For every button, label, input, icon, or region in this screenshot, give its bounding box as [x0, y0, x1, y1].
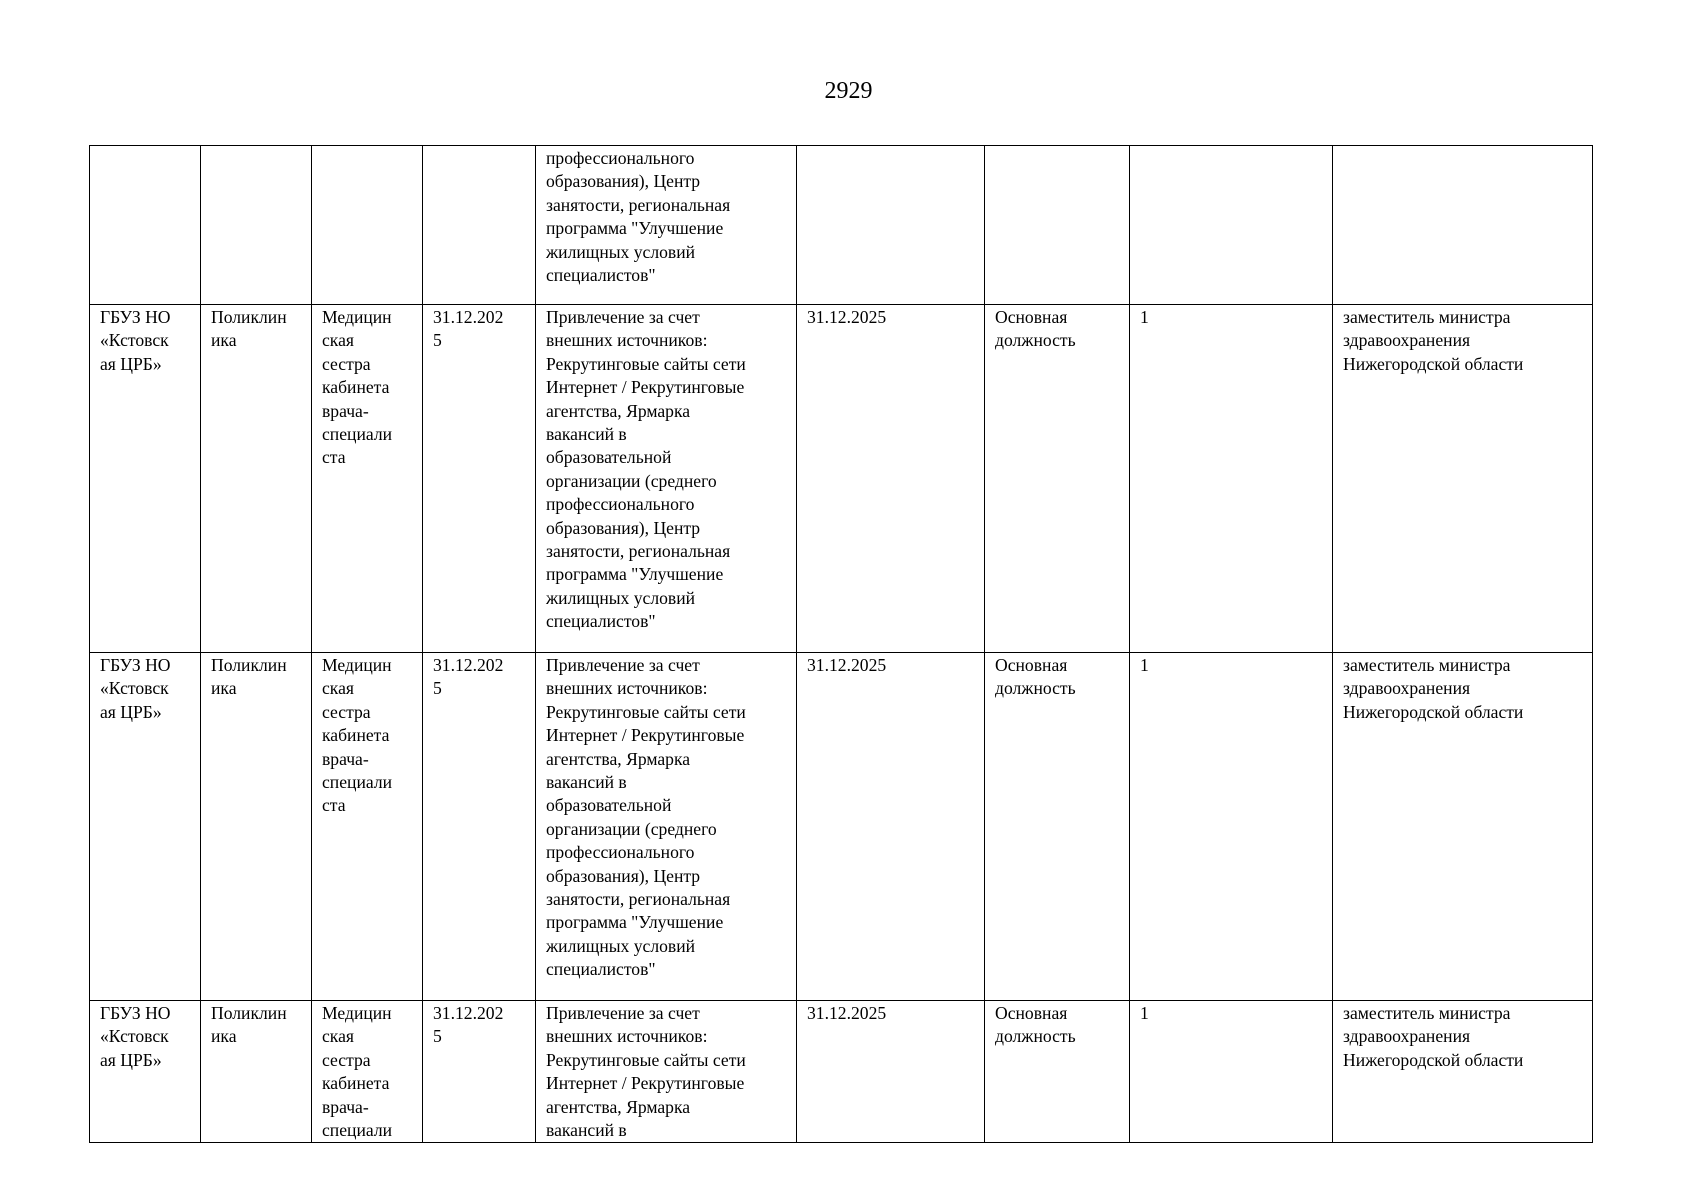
position-cell — [312, 653, 423, 1001]
organization-cell — [90, 305, 201, 653]
table-row — [90, 653, 1593, 1001]
division-cell — [201, 1001, 312, 1143]
organization-cell — [90, 146, 201, 305]
position-type-cell — [985, 1001, 1130, 1143]
position-cell — [312, 1001, 423, 1143]
table-row — [90, 305, 1593, 653]
position-type-cell — [985, 305, 1130, 653]
measures-cell-text: Привлечение за счет внешних источников: Рекрутинговые сайты сети Интернет / Рекрутинговые агентства, Ярмарка вакансий в — [546, 1003, 746, 1141]
deadline-cell — [423, 653, 536, 1001]
deadline-cell — [423, 305, 536, 653]
deadline-cell-text: 31.12.202 5 — [433, 655, 504, 699]
responsible-cell — [1333, 146, 1593, 305]
position-cell-text: Медицин ская сестра кабинета врача- специали ста — [322, 655, 393, 816]
measures-cell — [536, 653, 797, 1001]
deadline-cell — [423, 1001, 536, 1143]
date-cell-text: 31.12.2025 — [807, 1003, 887, 1023]
table-row — [90, 1001, 1593, 1143]
position-cell-text: Медицин ская сестра кабинета врача- специали — [322, 1003, 393, 1141]
responsible-cell — [1333, 653, 1593, 1001]
responsible-cell-text: заместитель министра здравоохранения Нижегородской области — [1343, 307, 1524, 374]
table-body — [90, 146, 1593, 1143]
position-cell — [312, 146, 423, 305]
responsible-cell — [1333, 305, 1593, 653]
division-cell — [201, 146, 312, 305]
deadline-cell-text: 31.12.202 5 — [433, 307, 504, 351]
count-cell — [1130, 146, 1333, 305]
division-cell-text: Поликлин ика — [211, 1003, 287, 1047]
position-type-cell — [985, 146, 1130, 305]
count-cell-text: 1 — [1140, 307, 1149, 327]
date-cell-text: 31.12.2025 — [807, 307, 887, 327]
page-number: 2929 — [824, 78, 873, 104]
division-cell — [201, 305, 312, 653]
count-cell-text: 1 — [1140, 655, 1149, 675]
responsible-cell-text: заместитель министра здравоохранения Нижегородской области — [1343, 655, 1524, 722]
count-cell — [1130, 305, 1333, 653]
division-cell — [201, 653, 312, 1001]
position-type-cell-text: Основная должность — [995, 655, 1076, 699]
measures-cell-text: Привлечение за счет внешних источников: Рекрутинговые сайты сети Интернет / Рекрутинговые агентства, Ярмарка вакансий в образовательной организации (среднего профессионального образования), Центр занятости, региональная программа "Улучшение жилищных условий специалистов" — [546, 307, 746, 632]
organization-cell — [90, 653, 201, 1001]
measures-cell-text: профессионального образования), Центр занятости, региональная программа "Улучшение жилищных условий специалистов" — [546, 148, 731, 286]
deadline-cell-text: 31.12.202 5 — [433, 1003, 504, 1047]
position-cell — [312, 305, 423, 653]
measures-cell — [536, 1001, 797, 1143]
position-cell-text: Медицин ская сестра кабинета врача- специали ста — [322, 307, 393, 468]
organization-cell — [90, 1001, 201, 1143]
position-type-cell — [985, 653, 1130, 1001]
responsible-cell-text: заместитель министра здравоохранения Нижегородской области — [1343, 1003, 1524, 1070]
deadline-cell — [423, 146, 536, 305]
date-cell — [797, 1001, 985, 1143]
responsible-cell — [1333, 1001, 1593, 1143]
position-type-cell-text: Основная должность — [995, 307, 1076, 351]
measures-cell-text: Привлечение за счет внешних источников: Рекрутинговые сайты сети Интернет / Рекрутинговые агентства, Ярмарка вакансий в образовательной организации (среднего профессионального образования), Центр занятости, региональная программа "Улучшение жилищных условий специалистов" — [546, 655, 746, 980]
count-cell — [1130, 1001, 1333, 1143]
date-cell-text: 31.12.2025 — [807, 655, 887, 675]
count-cell-text: 1 — [1140, 1003, 1149, 1023]
date-cell — [797, 146, 985, 305]
division-cell-text: Поликлин ика — [211, 655, 287, 699]
count-cell — [1130, 653, 1333, 1001]
measures-cell — [536, 305, 797, 653]
organization-cell-text: ГБУЗ НО «Кстовск ая ЦРБ» — [100, 655, 171, 722]
position-type-cell-text: Основная должность — [995, 1003, 1076, 1047]
organization-cell-text: ГБУЗ НО «Кстовск ая ЦРБ» — [100, 1003, 171, 1070]
staffing-measures-table — [89, 145, 1593, 1143]
organization-cell-text: ГБУЗ НО «Кстовск ая ЦРБ» — [100, 307, 171, 374]
date-cell — [797, 305, 985, 653]
division-cell-text: Поликлин ика — [211, 307, 287, 351]
date-cell — [797, 653, 985, 1001]
table-row — [90, 146, 1593, 305]
measures-cell — [536, 146, 797, 305]
